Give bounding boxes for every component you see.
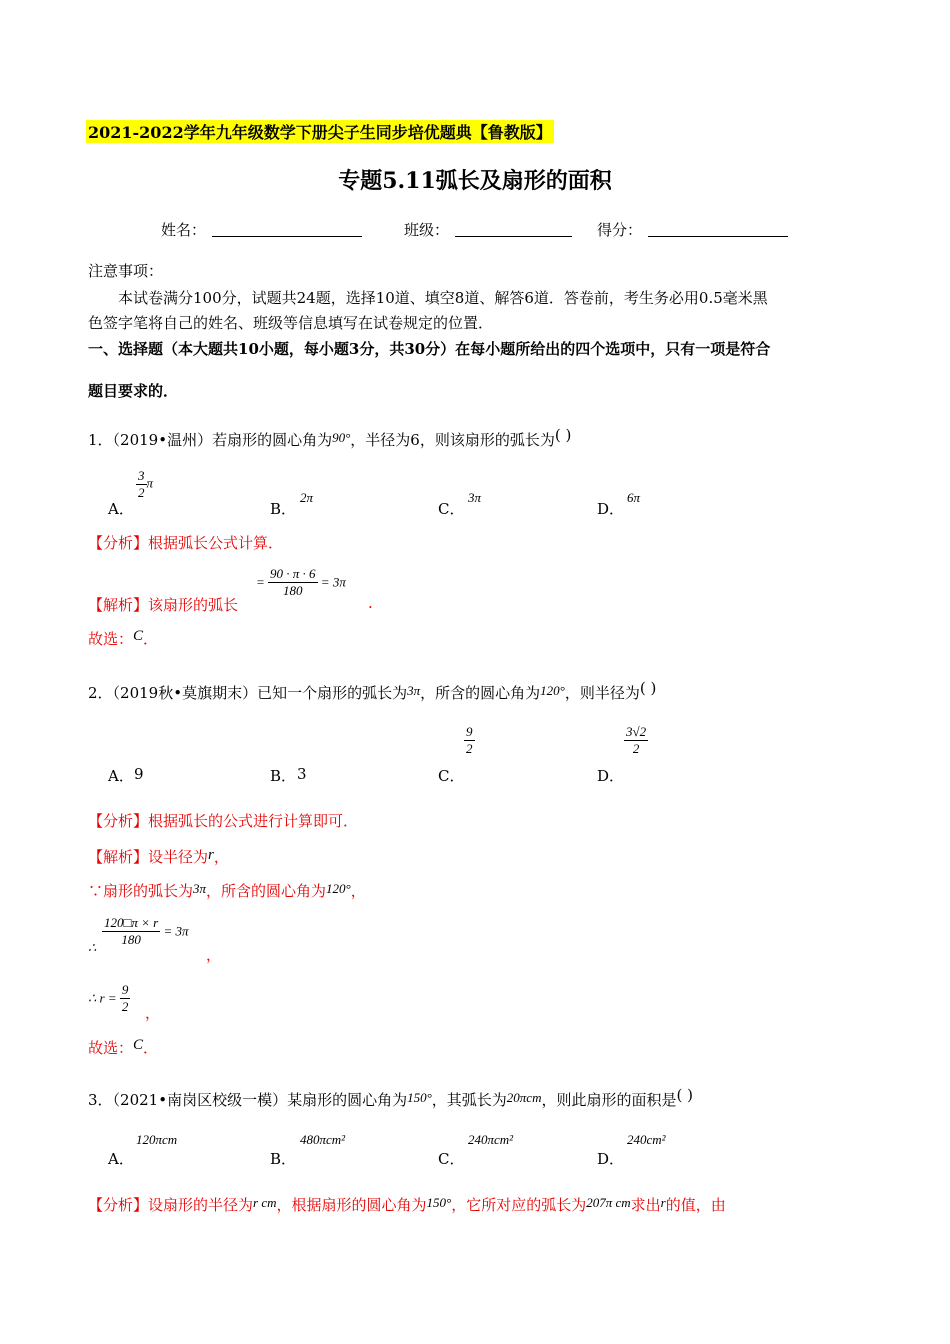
q2-option-d-label[interactable]: D． bbox=[597, 767, 625, 785]
q1-solution bbox=[88, 594, 238, 615]
q1-option-c-expr[interactable]: 3π bbox=[468, 490, 482, 505]
q1-option-a-expr[interactable] bbox=[136, 468, 153, 501]
q2-answer-choice: C bbox=[133, 1037, 144, 1053]
q1-option-b-label[interactable]: B． bbox=[270, 500, 297, 518]
score-blank[interactable] bbox=[648, 236, 788, 237]
q2-eq2-lhs: ∴ r = bbox=[88, 990, 117, 1006]
q2-eq1-den: 180 bbox=[102, 931, 160, 948]
q2-eq1-num: 120□π × r bbox=[104, 915, 159, 930]
q3-analysis-c: ，它所对应的弧长为 bbox=[451, 1196, 587, 1214]
q3-arc: 20πcm bbox=[506, 1090, 542, 1105]
score-label: 得分： bbox=[597, 221, 643, 239]
q2-analysis-text: 根据弧长的公式进行计算即可． bbox=[148, 812, 359, 830]
q2-eq2-end: ， bbox=[145, 1004, 161, 1022]
q2-solution-end: ， bbox=[213, 848, 229, 866]
q1-option-a-den: 2 bbox=[138, 485, 145, 500]
q2-arc: 3π bbox=[407, 683, 421, 698]
q3-stem bbox=[88, 1086, 693, 1110]
notice-line1: 本试卷满分100分，试题共24题，选择10道、填空8道、解答6道．答卷前，考生务必用0.5毫米黑 bbox=[118, 289, 768, 307]
q3-analysis-e: 的值，由 bbox=[665, 1196, 726, 1214]
q1-solution-tag: 【解析】 bbox=[88, 596, 149, 614]
q2-stem bbox=[88, 679, 656, 703]
q1-stem-a: 1．（2019•温州）若扇形的圆心角为 bbox=[88, 431, 333, 449]
q3-option-d-label[interactable]: D． bbox=[597, 1150, 625, 1168]
q1-formula-result: = 3π bbox=[320, 574, 346, 590]
q2-equation-2 bbox=[88, 982, 130, 1015]
class-blank[interactable] bbox=[455, 236, 572, 237]
q2-option-b-expr[interactable]: 3 bbox=[297, 765, 307, 783]
q2-option-a-expr[interactable]: 9 bbox=[134, 765, 144, 783]
q3-stem-a: 3．（2021•南岗区校级一模）某扇形的圆心角为 bbox=[88, 1091, 408, 1109]
q2-solution-tag: 【解析】 bbox=[88, 848, 149, 866]
q3-angle: 150° bbox=[407, 1090, 432, 1105]
q1-solution-formula bbox=[256, 566, 346, 599]
q1-answer-end: ． bbox=[143, 630, 159, 648]
q2-equation-1 bbox=[102, 915, 189, 948]
q3-option-c-label[interactable]: C． bbox=[438, 1150, 465, 1168]
q2-analysis-tag: 【分析】 bbox=[88, 812, 149, 830]
q2-given-end: ， bbox=[350, 882, 366, 900]
q2-solution-text: 设半径为 bbox=[148, 848, 209, 866]
q2-given-b: ，所含的圆心角为 bbox=[206, 882, 327, 900]
q2-answer-paren[interactable]: ( ) bbox=[639, 679, 657, 697]
section-heading-line1: 一、选择题（本大题共10小题，每小题3分，共30分）在每小题所给出的四个选项中，只有一项是符合 bbox=[88, 340, 771, 358]
q2-option-d-den: 2 bbox=[624, 740, 648, 757]
q2-option-c-den: 2 bbox=[466, 741, 473, 756]
q2-given bbox=[88, 880, 366, 901]
q1-answer bbox=[88, 628, 158, 649]
q1-stem-b: ，半径为6，则该扇形的弧长为 bbox=[350, 431, 555, 449]
q2-answer bbox=[88, 1037, 158, 1058]
q3-analysis-arc: 207π cm bbox=[586, 1195, 631, 1210]
page-title: 专题5.11弧长及扇形的面积 bbox=[338, 168, 612, 194]
q2-analysis bbox=[88, 810, 358, 831]
q2-eq2-num: 9 bbox=[121, 982, 129, 997]
q3-analysis-r: r bbox=[660, 1195, 666, 1210]
q3-option-b-label[interactable]: B． bbox=[270, 1150, 297, 1168]
q1-analysis-tag: 【分析】 bbox=[88, 534, 149, 552]
q2-answer-end: ． bbox=[143, 1039, 159, 1057]
class-label: 班级： bbox=[404, 221, 450, 239]
q2-solution-var: r bbox=[208, 847, 214, 863]
q2-therefore-symbol: ∴ bbox=[88, 940, 97, 955]
notice-line2: 色签字笔将自己的姓名、班级等信息填写在试卷规定的位置． bbox=[88, 314, 494, 332]
q2-stem-b: ，所含的圆心角为 bbox=[420, 684, 541, 702]
q2-angle: 120° bbox=[540, 683, 565, 698]
series-banner: 2021-2022学年九年级数学下册尖子生同步培优题典【鲁教版】 bbox=[86, 120, 554, 143]
q3-stem-b: ，其弧长为 bbox=[431, 1091, 507, 1109]
q3-analysis-angle: 150° bbox=[426, 1195, 452, 1210]
q1-answer-paren[interactable]: ( ) bbox=[554, 426, 572, 444]
name-label: 姓名： bbox=[161, 221, 207, 239]
q1-option-a-pi: π bbox=[146, 475, 154, 491]
q2-option-c-num: 9 bbox=[466, 724, 473, 739]
q2-option-b-label[interactable]: B． bbox=[270, 767, 297, 785]
q3-stem-c: ，则此扇形的面积是 bbox=[541, 1091, 677, 1109]
q1-eq-sign: = bbox=[256, 574, 265, 590]
q2-option-c-label[interactable]: C． bbox=[438, 767, 465, 785]
q3-option-a-label[interactable]: A． bbox=[108, 1150, 134, 1168]
q1-stem bbox=[88, 426, 571, 450]
q3-analysis-d: 求出 bbox=[630, 1196, 661, 1214]
q2-given-a: ∵扇形的弧长为 bbox=[88, 882, 194, 900]
q1-formula-num: 90 · π · 6 bbox=[270, 566, 316, 581]
q2-stem-a: 2．（2019秋•莫旗期末）已知一个扇形的弧长为 bbox=[88, 684, 408, 702]
q3-option-a-expr[interactable]: 120πcm bbox=[136, 1132, 178, 1147]
q2-eq1-end: ， bbox=[206, 946, 222, 964]
q3-analysis-a: 设扇形的半径为 bbox=[148, 1196, 254, 1214]
q1-formula-den: 180 bbox=[268, 582, 318, 599]
q1-option-a-label[interactable]: A． bbox=[108, 500, 134, 518]
q2-answer-label: 故选： bbox=[88, 1039, 134, 1057]
q1-answer-choice: C bbox=[133, 628, 144, 644]
q1-answer-label: 故选： bbox=[88, 630, 134, 648]
q2-given-arc: 3π bbox=[193, 881, 207, 896]
q1-option-d-expr[interactable]: 6π bbox=[627, 490, 641, 505]
section-heading-line2: 题目要求的． bbox=[88, 382, 179, 400]
q1-solution-text: 该扇形的弧长 bbox=[148, 596, 239, 614]
q1-option-d-label[interactable]: D． bbox=[597, 500, 625, 518]
q3-answer-paren[interactable]: ( ) bbox=[676, 1086, 693, 1104]
name-blank[interactable] bbox=[212, 236, 362, 237]
q3-analysis bbox=[88, 1194, 726, 1215]
q3-option-b-expr[interactable]: 480πcm² bbox=[300, 1132, 346, 1147]
q1-solution-end: . bbox=[368, 594, 373, 612]
q3-analysis-b: ，根据扇形的圆心角为 bbox=[276, 1196, 427, 1214]
q2-eq1-result: = 3π bbox=[163, 923, 189, 939]
q3-analysis-tag: 【分析】 bbox=[88, 1196, 149, 1214]
q3-analysis-radius: r cm bbox=[253, 1195, 277, 1210]
q1-analysis-text: 根据弧长公式计算． bbox=[148, 534, 284, 552]
q3-option-d-expr[interactable]: 240cm² bbox=[627, 1132, 666, 1147]
notice-heading: 注意事项： bbox=[88, 262, 164, 280]
q1-option-b-expr[interactable]: 2π bbox=[300, 490, 314, 505]
q2-option-a-label[interactable]: A． bbox=[108, 767, 134, 785]
q1-analysis bbox=[88, 532, 283, 553]
q2-option-d-num: 3√2 bbox=[626, 724, 647, 739]
q2-option-d-expr[interactable] bbox=[624, 724, 648, 757]
q2-given-angle: 120° bbox=[326, 881, 351, 896]
q2-eq2-den: 2 bbox=[121, 999, 129, 1014]
q1-option-c-label[interactable]: C． bbox=[438, 500, 465, 518]
q2-option-c-expr[interactable] bbox=[464, 724, 475, 757]
q1-angle: 90° bbox=[332, 430, 351, 445]
q3-option-c-expr[interactable]: 240πcm² bbox=[468, 1132, 514, 1147]
q2-solution bbox=[88, 846, 229, 867]
q2-stem-c: ，则半径为 bbox=[564, 684, 640, 702]
q1-option-a-num: 3 bbox=[138, 468, 145, 483]
